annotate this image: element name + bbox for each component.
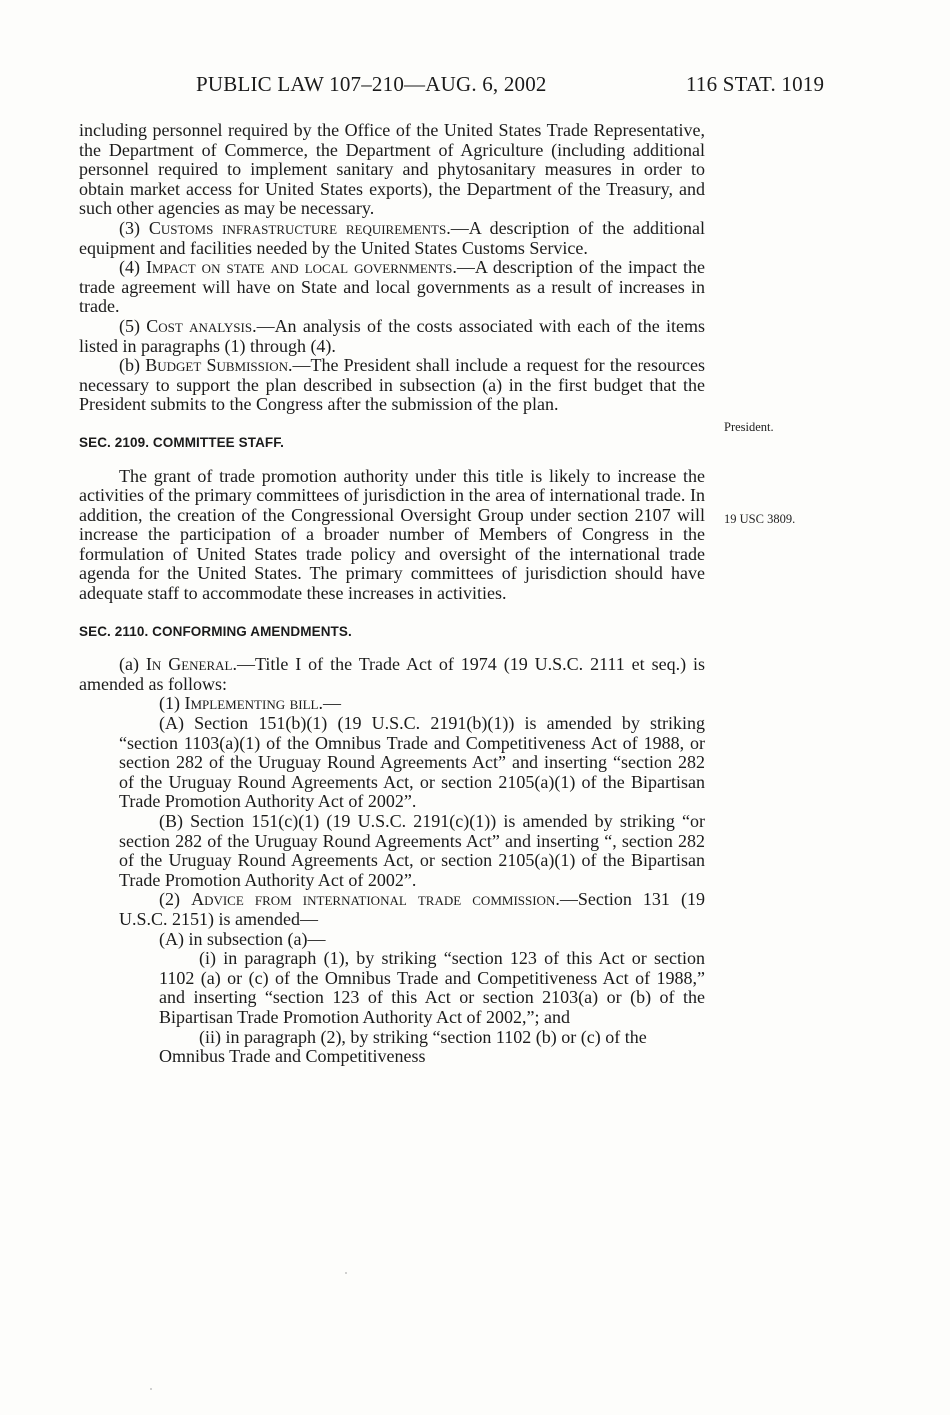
subparagraph-1-B: (B) Section 151(c)(1) (19 U.S.C. 2191(c)(1)) is amended by striking “or section 282 of the Uruguay Round Agreements Act” and inserting “, section 282 of the Uruguay Round Agreements Act, or section 2105(a)(1) of the Bipartisan Trade Promotion Authority Act of 2002”. [119,811,705,890]
scan-speck [345,1272,347,1274]
margin-note-president: President. [724,420,774,434]
running-header-citation: PUBLIC LAW 107–210—AUG. 6, 2002 [196,72,547,96]
paragraph-heading: Budget Submission [145,355,288,376]
scan-speck [150,1388,152,1390]
paragraph-heading: Advice from international trade commission [191,889,556,910]
paragraph-heading: In General [145,654,233,675]
paragraph-heading: Customs infrastructure requirements [148,217,447,238]
main-text-column [79,121,705,1067]
section-2109-text: The grant of trade promotion authority under this title is likely to increase the activities of the primary committees of jurisdiction in the area of international trade. In addition, the creation of the Congressional Oversight Group under section 2107 will increase the participation of a broader number of Members of Congress in the formulation of United States trade policy and oversight of the international trade agenda for the United States. The primary committees of jurisdiction should have adequate staff to accommodate these increases in activities. [79,465,705,604]
paragraph-heading: Cost analysis [146,315,253,336]
running-header-page-number: 116 STAT. 1019 [686,72,825,96]
margin-note-usc-citation: 19 USC 3809. [724,512,796,526]
paragraph-heading: Impact on state and local governments [146,257,453,278]
subparagraph-1-A: (A) Section 151(b)(1) (19 U.S.C. 2191(b)(1)) is amended by striking “section 1103(a)(1) of the Omnibus Trade and Competitiveness Act of 1988, or section 282 of the Uruguay Round Agreements Act” and inserting “section 282 of the Uruguay Round Agreements Act, or section 2105(a)(1) of the Bipartisan Trade Promotion Authority Act of 2002”. [119,713,705,812]
paragraph-3-customs: (3) Customs infrastructure requirements.—A description of the additional equipment and facilities needed by the United States Customs Service. [79,217,705,258]
paragraph-continuation: including personnel required by the Office of the United States Trade Representative, the Department of Commerce, the Department of Agriculture (including additional personnel required to implement sanitary and phytosanitary measures in order to obtain market access for United States exports), the Department of the Treasury, and such other agencies as may be necessary. [79,120,705,219]
paragraph-5-cost: (5) Cost analysis.—An analysis of the costs associated with each of the items listed in paragraphs (1) through (4). [79,315,705,356]
subparagraph-2-A: (A) in subsection (a)— [159,928,326,949]
paragraph-4-impact: (4) Impact on state and local governments.—A description of the impact the trade agreement will have on State and local governments as a result of increases in trade. [79,257,705,317]
section-heading-2110: SEC. 2110. CONFORMING AMENDMENTS. [79,623,352,639]
clause-ii: (ii) in paragraph (2), by striking “section 1102 (b) or (c) of the Omnibus Trade and Competitiveness [159,1026,647,1067]
subsection-a-general: (a) In General.—Title I of the Trade Act of 1974 (19 U.S.C. 2111 et seq.) is amended as follows: [79,654,705,694]
paragraph-2-advice: (2) Advice from international trade commission.—Section 131 (19 U.S.C. 2151) is amended— [119,889,705,929]
clause-i: (i) in paragraph (1), by striking “section 123 of this Act or section 1102 (a) or (c) of the Omnibus Trade and Competitiveness Act of 1988,” and inserting “section 123 of this Act or section 2103(a) or (b) of the Bipartisan Trade Promotion Authority Act of 2002,”; and [159,948,705,1027]
subsection-b-budget: (b) Budget Submission.—The President shall include a request for the resources necessary to support the plan described in subsection (a) in the first budget that the President submits to the Congress after the submission of the plan. [79,355,705,415]
paragraph-heading: Implementing bill [184,693,319,714]
section-heading-2109: SEC. 2109. COMMITTEE STAFF. [79,434,284,450]
paragraph-1-implementing-bill: (1) Implementing bill.— [159,693,341,714]
